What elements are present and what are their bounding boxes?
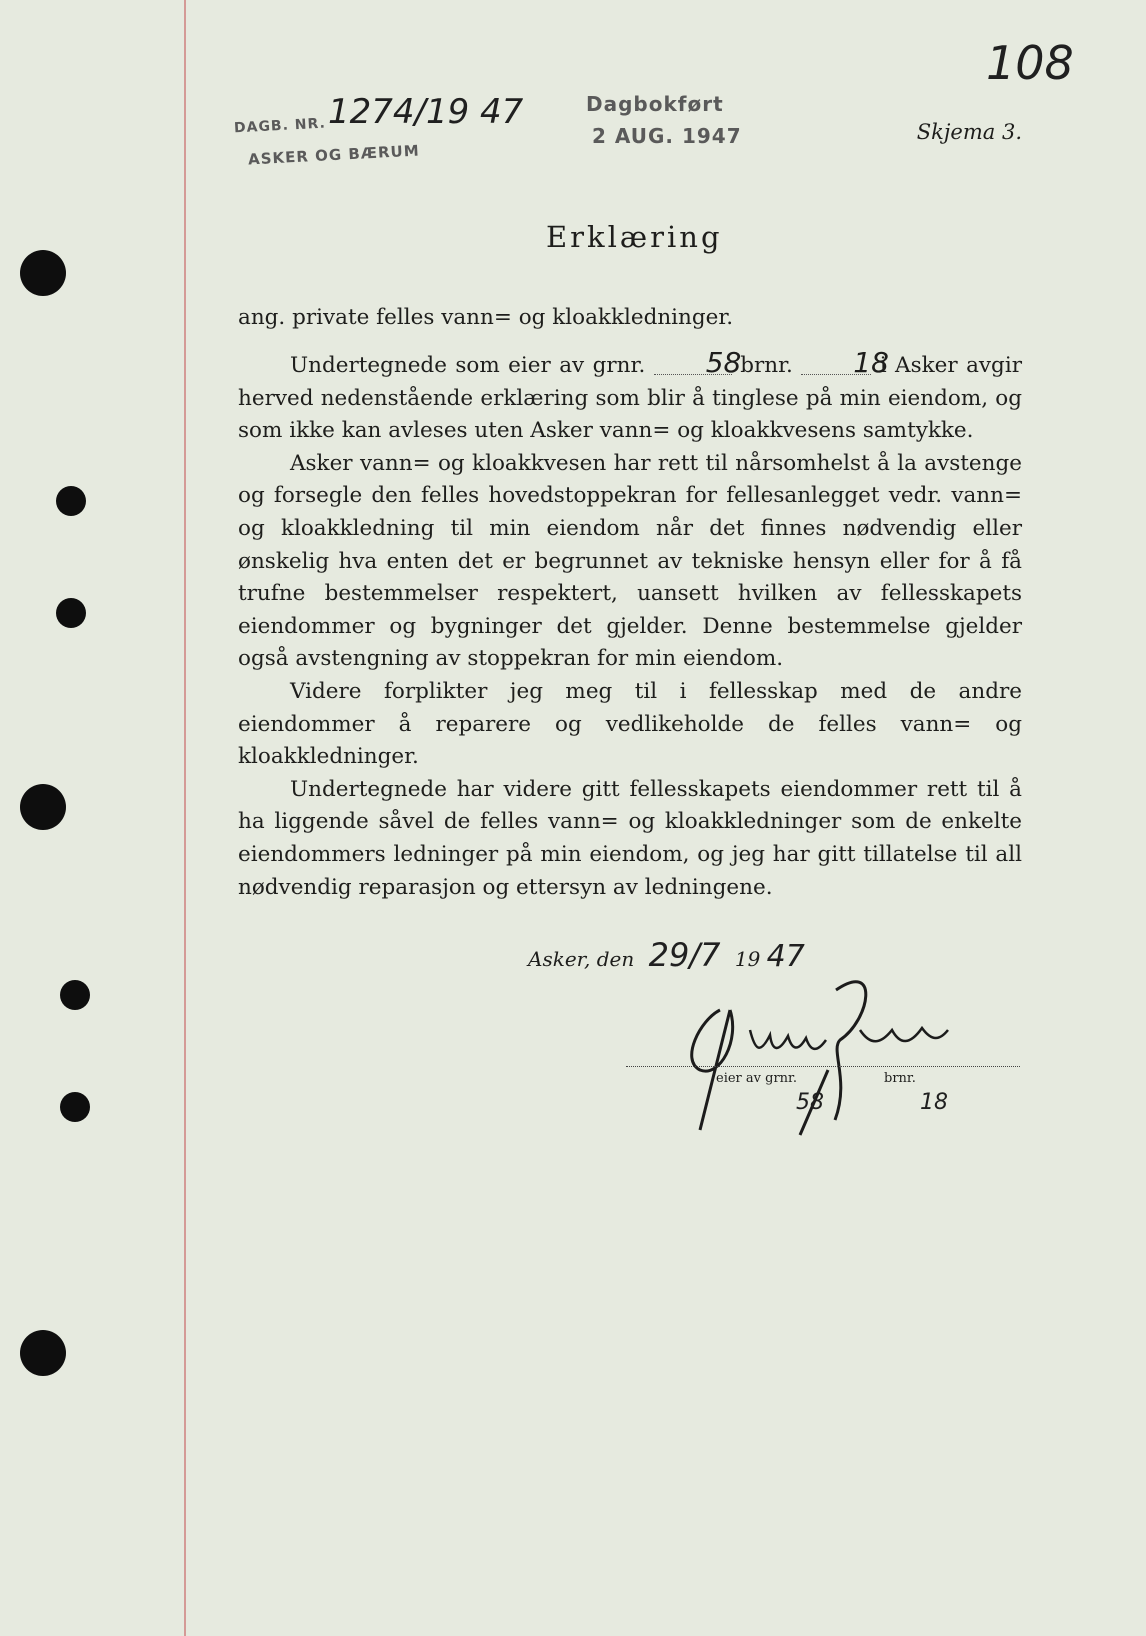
stamp-receipt-date: 2 AUG. 1947 <box>592 124 742 148</box>
paragraph: Asker vann= og kloakkvesen har rett til nårsomhelst å la avstenge og forsegle den felles hovedstoppekran for fellesanlegget vedr. vann= og kloakkledning til min eiendom når det finnes nødvendig eller ønskelig hva enten det er begrunnet av tekniske hensyn eller for å få trufne bestemmelser respektert, uansett hvilken av fellesskapets eiendommer og bygninger det gjelder. Denne bestemmelse gjelder også avstengning av stoppekran for min eiendom. <box>238 450 1022 672</box>
stamp-dagbok-label: DAGB. NR. <box>233 115 327 137</box>
dateline-date: 29/7 <box>648 936 721 974</box>
document-subtitle: ang. private felles vann= og kloakkledninger. <box>238 305 734 330</box>
page-number: 108 <box>986 36 1074 90</box>
signature-caption-brnr: brnr. <box>884 1071 916 1086</box>
signature-grnr: 58 <box>796 1090 824 1115</box>
stamp-office: ASKER OG BÆRUM <box>247 141 421 169</box>
punch-hole <box>60 1092 90 1122</box>
intro-post: i Asker avgir herved nedenstående erklæring som blir å tinglese på min eiendom, og som ikke kan avleses uten Asker vann= og kloakkvesens samtykke. <box>238 353 1022 444</box>
dateline-year-suffix: 47 <box>766 939 805 974</box>
punch-hole <box>60 980 90 1010</box>
stamp-dagbok-number: 1274/19 47 <box>328 92 524 132</box>
grnr-fill: 58 <box>654 352 732 375</box>
punch-hole <box>20 784 66 830</box>
punch-hole <box>56 598 86 628</box>
paragraph: Videre forplikter jeg meg til i fellesskap med de andre eiendommer å reparere og vedlikeholde de felles vann= og kloakkledninger. <box>238 678 1022 770</box>
dateline-year-prefix: 19 <box>734 947 761 971</box>
brnr-fill: 18 <box>801 352 871 375</box>
intro-pre-grnr: Undertegnede som eier av grnr. <box>290 353 646 378</box>
margin-line <box>184 0 186 1636</box>
form-id: Skjema 3. <box>916 120 1022 144</box>
punch-hole <box>20 250 66 296</box>
dateline-place: Asker, den <box>528 947 635 971</box>
signature-brnr: 18 <box>920 1090 948 1115</box>
document-title: Erklæring <box>546 220 723 254</box>
intro-paragraph <box>238 346 1022 448</box>
punch-hole <box>56 486 86 516</box>
punch-hole <box>20 1330 66 1376</box>
intro-pre-brnr: brnr. <box>740 353 793 378</box>
signature-line <box>626 1066 1020 1067</box>
document-body <box>238 346 1022 904</box>
paragraph: Undertegnede har videre gitt fellesskapets eiendommer rett til å ha liggende såvel de felles vann= og kloakkledninger som de enkelte eiendommers ledninger på min eiendom, og jeg har gitt tillatelse til all nødvendig reparasjon og ettersyn av ledningene. <box>238 776 1022 900</box>
stamp-receipt-label: Dagbokført <box>586 92 724 116</box>
signature-caption-owner: eier av grnr. <box>716 1071 797 1086</box>
